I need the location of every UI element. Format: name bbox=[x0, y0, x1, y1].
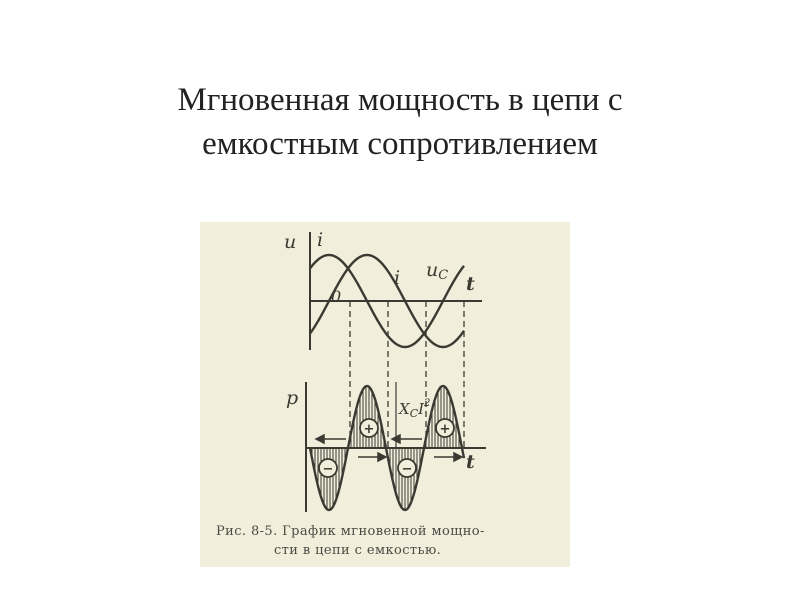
axis-label-p: p bbox=[286, 387, 299, 409]
curve-label-uc: uC bbox=[426, 259, 449, 283]
figure-scan bbox=[200, 222, 570, 567]
slide-title bbox=[60, 78, 740, 166]
arrow-left-head bbox=[316, 435, 324, 443]
amplitude-label-xc-i2: $X_CI^2$ bbox=[399, 398, 431, 420]
plus-sign: + bbox=[439, 422, 451, 437]
arrow-right-head bbox=[378, 453, 386, 461]
power-graph bbox=[200, 222, 570, 567]
caption-line-1: Рис. 8-5. График мгновенной мощно- bbox=[216, 524, 485, 539]
slide-title-line-2: емкостным сопротивлением bbox=[202, 126, 598, 162]
slide-title-line-1: Мгновенная мощность в цепи с bbox=[177, 82, 623, 118]
arrow-right-2-head bbox=[454, 453, 462, 461]
figure-caption bbox=[216, 522, 561, 560]
axis-label-i: i bbox=[317, 229, 324, 251]
origin-label: 0 bbox=[331, 287, 342, 306]
plus-sign: + bbox=[363, 422, 375, 437]
minus-sign: − bbox=[322, 462, 334, 477]
minus-sign: − bbox=[401, 462, 413, 477]
time-label-bottom: t bbox=[466, 451, 475, 473]
curve-label-i: i bbox=[394, 267, 401, 289]
caption-line-2: сти в цепи с емкостью. bbox=[274, 543, 442, 558]
axis-label-u: u bbox=[284, 231, 297, 253]
time-label-top: t bbox=[466, 273, 475, 295]
